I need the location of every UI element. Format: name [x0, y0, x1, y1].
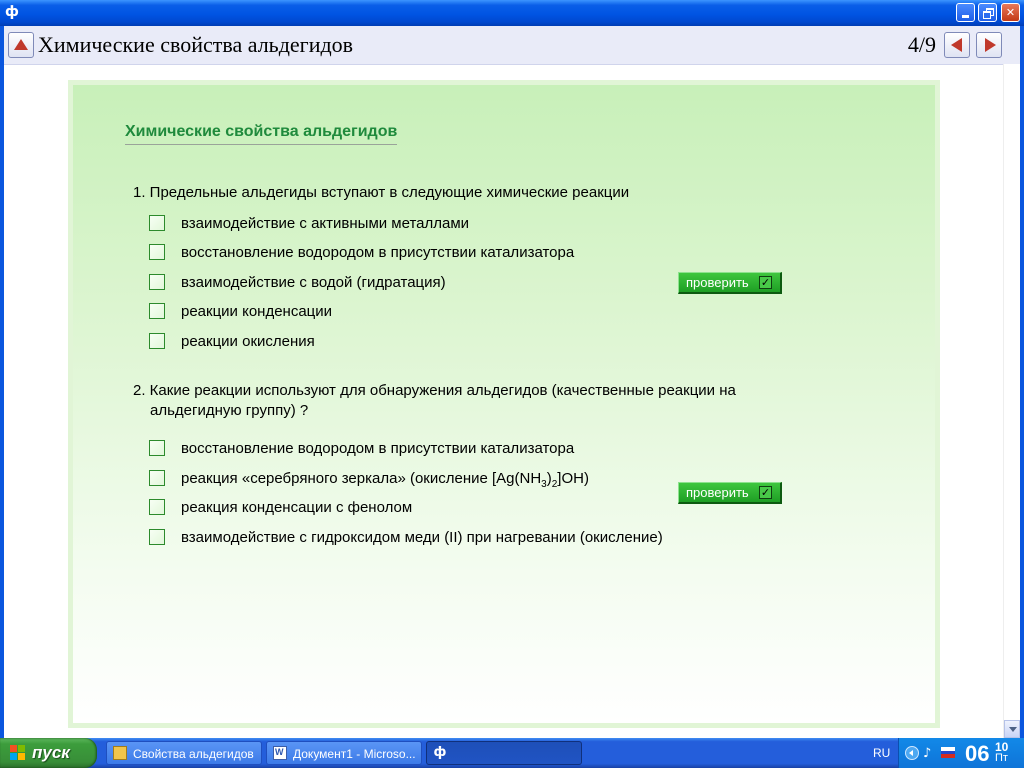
- slide-title: Химические свойства альдегидов: [38, 32, 354, 57]
- system-tray: [873, 738, 1024, 768]
- next-slide-button[interactable]: [976, 32, 1002, 58]
- question-2-line-1: 2. Какие реакции используют для обнаружения альдегидов (качественные реакции на: [133, 382, 736, 399]
- window-frame-right: [1020, 26, 1024, 738]
- checkbox[interactable]: [149, 470, 165, 486]
- vertical-scrollbar[interactable]: [1003, 64, 1020, 738]
- checkbox[interactable]: [149, 440, 165, 456]
- language-indicator[interactable]: RU: [873, 746, 891, 760]
- scroll-down-arrow[interactable]: [1004, 720, 1020, 738]
- check-answer-button-1[interactable]: [678, 272, 782, 294]
- close-button[interactable]: [1001, 3, 1020, 22]
- taskbar-item-label: Документ1 - Microso...: [293, 747, 416, 761]
- formula-subscript-1: 3: [541, 479, 547, 490]
- formula-tail: ]OH): [557, 470, 589, 487]
- taskbar-item-folder[interactable]: [106, 741, 262, 765]
- checkbox[interactable]: [149, 529, 165, 545]
- checkbox[interactable]: [149, 244, 165, 260]
- option-label: реакции конденсации: [181, 303, 333, 320]
- taskbar-item-label: Свойства альдегидов: [133, 747, 254, 761]
- checkmark-icon: ✓: [760, 486, 771, 499]
- window-title-bar[interactable]: [0, 0, 1024, 26]
- clock-hours[interactable]: 06: [965, 741, 990, 766]
- option-label: реакция конденсации с фенолом: [181, 499, 413, 516]
- option-label: взаимодействие с активными металлами: [181, 215, 470, 232]
- russian-flag-icon[interactable]: [941, 747, 955, 758]
- option-label: [181, 469, 589, 495]
- start-label: пуск: [32, 743, 70, 762]
- checkbox[interactable]: [149, 499, 165, 515]
- previous-slide-button[interactable]: [944, 32, 970, 58]
- app-icon[interactable]: ф: [5, 4, 19, 20]
- taskbar-item-active-app[interactable]: [426, 741, 582, 765]
- formula-mid: ): [546, 470, 552, 487]
- slide-header: [4, 26, 1020, 65]
- close-icon: ✕: [1005, 6, 1016, 19]
- checkmark-icon: ✓: [760, 276, 771, 289]
- question-1-text: 1. Предельные альдегиды вступают в следующие химические реакции: [133, 184, 630, 201]
- start-button[interactable]: [0, 738, 97, 768]
- folder-icon: [113, 746, 127, 760]
- nav-up-button[interactable]: [8, 32, 34, 58]
- page-counter: 4/9: [907, 32, 936, 57]
- option-label: восстановление водородом в присутствии катализатора: [181, 244, 575, 261]
- clock-minutes[interactable]: 10: [995, 740, 1009, 754]
- minimize-icon: [962, 15, 969, 18]
- restore-icon: [983, 8, 992, 17]
- option-label: восстановление водородом в присутствии катализатора: [181, 440, 575, 457]
- option-label: взаимодействие с водой (гидратация): [181, 274, 446, 291]
- option-label: взаимодействие с гидроксидом меди (II) при нагревании (окисление): [181, 529, 663, 546]
- checkbox[interactable]: [149, 274, 165, 290]
- windows-logo-icon: [10, 745, 26, 761]
- question-2-text: [133, 381, 773, 421]
- checkbox[interactable]: [149, 215, 165, 231]
- taskbar-item-document[interactable]: [266, 741, 422, 765]
- app-icon: ф: [433, 745, 447, 760]
- panel-title: Химические свойства альдегидов: [125, 123, 397, 145]
- word-document-icon: [273, 746, 287, 760]
- checkbox[interactable]: [149, 333, 165, 349]
- minimize-button[interactable]: [956, 3, 975, 22]
- check-button-label: проверить: [686, 275, 749, 290]
- taskbar: [0, 738, 1024, 768]
- check-button-label: проверить: [686, 485, 749, 500]
- check-answer-button-2[interactable]: [678, 482, 782, 504]
- restore-button[interactable]: [978, 3, 997, 22]
- formula-subscript-2: 2: [551, 479, 558, 490]
- content-panel: [68, 80, 940, 728]
- show-hidden-icons-button[interactable]: [905, 746, 919, 760]
- option-label-main: реакция «серебряного зеркала» (окисление [Ag(NH: [181, 470, 542, 487]
- option-label: реакции окисления: [181, 333, 315, 350]
- clock-day[interactable]: Пт: [995, 752, 1008, 764]
- question-2-line-2: альдегидную группу) ?: [150, 402, 309, 419]
- checkbox[interactable]: [149, 303, 165, 319]
- speaker-icon[interactable]: ♪: [923, 746, 932, 761]
- window-frame-left: [0, 26, 4, 738]
